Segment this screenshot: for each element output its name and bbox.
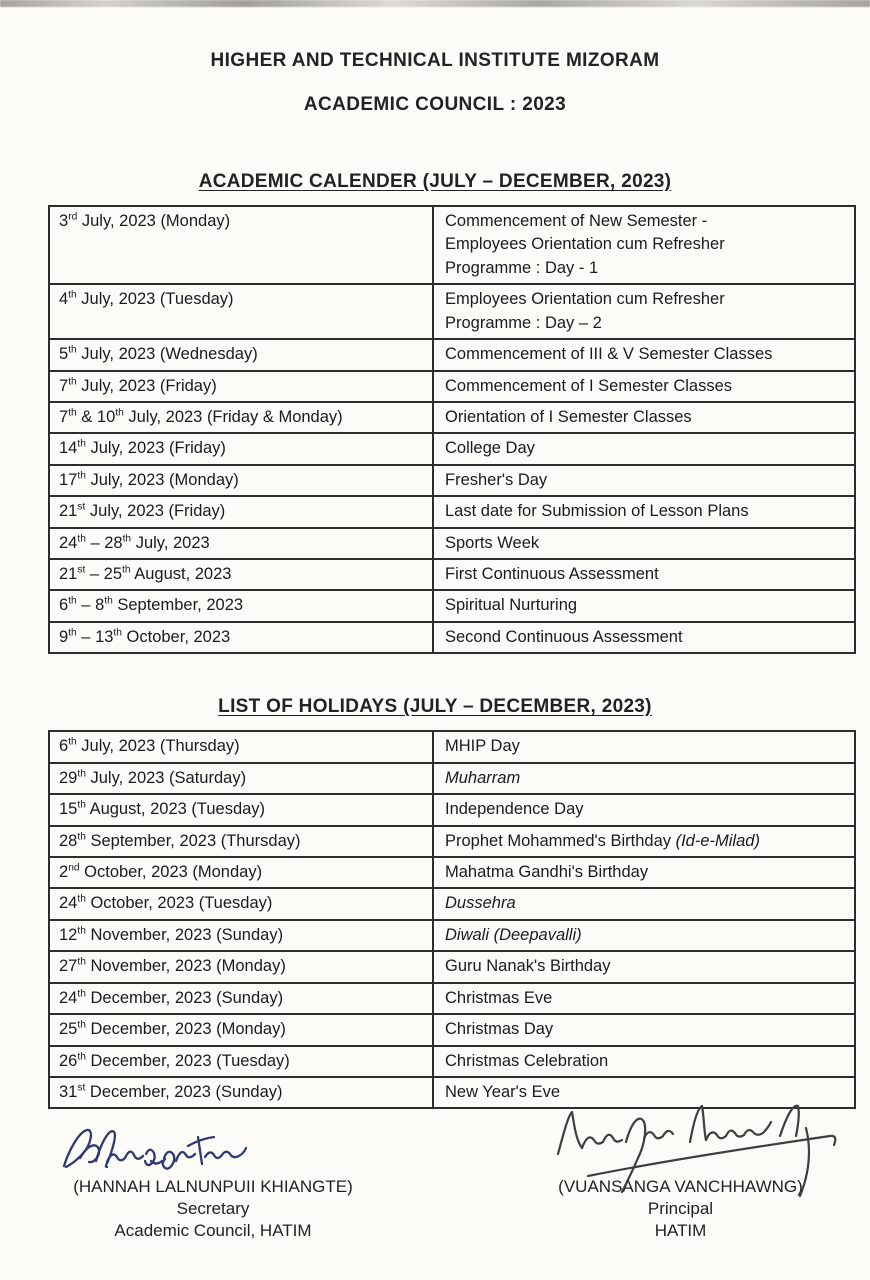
council-subtitle: ACADEMIC COUNCIL : 2023	[303, 94, 567, 115]
event-cell: Mahatma Gandhi's Birthday	[433, 857, 855, 888]
table-row	[49, 402, 855, 433]
event-cell: Commencement of I Semester Classes	[433, 371, 855, 402]
date-cell: 24th October, 2023 (Tuesday)	[49, 888, 433, 919]
event-cell: Christmas Celebration	[433, 1046, 855, 1077]
date-cell: 5th July, 2023 (Wednesday)	[49, 339, 433, 370]
date-cell: 31st December, 2023 (Sunday)	[49, 1077, 433, 1108]
date-cell: 21st – 25th August, 2023	[49, 559, 433, 590]
date-cell: 14th July, 2023 (Friday)	[49, 433, 433, 464]
table-row	[49, 433, 855, 464]
event-cell: Fresher's Day	[433, 465, 855, 496]
table-row	[49, 559, 855, 590]
table-row	[49, 951, 855, 982]
date-cell: 24th – 28th July, 2023	[49, 528, 433, 559]
table-row	[49, 920, 855, 951]
event-cell: Prophet Mohammed's Birthday (Id-e-Milad)	[433, 826, 855, 857]
date-cell: 24th December, 2023 (Sunday)	[49, 983, 433, 1014]
table-row	[49, 528, 855, 559]
principal-org: HATIM	[654, 1221, 707, 1240]
table-row	[49, 371, 855, 402]
table-row	[49, 731, 855, 762]
date-cell: 7th & 10th July, 2023 (Friday & Monday)	[49, 402, 433, 433]
table-row	[49, 826, 855, 857]
table-row	[49, 465, 855, 496]
holidays-table	[48, 730, 856, 1109]
event-cell: Employees Orientation cum Refresher Programme : Day – 2	[433, 284, 855, 339]
principal-name: (VUANSANGA VANCHHAWNG)	[558, 1177, 803, 1196]
date-cell: 6th July, 2023 (Thursday)	[49, 731, 433, 762]
event-cell: Christmas Day	[433, 1014, 855, 1045]
event-cell: First Continuous Assessment	[433, 559, 855, 590]
event-cell: Dussehra	[433, 888, 855, 919]
institute-title: HIGHER AND TECHNICAL INSTITUTE MIZORAM	[210, 50, 660, 71]
event-cell: MHIP Day	[433, 731, 855, 762]
event-cell: Spiritual Nurturing	[433, 590, 855, 621]
table-row	[49, 1046, 855, 1077]
date-cell: 3rd July, 2023 (Monday)	[49, 206, 433, 284]
table-row	[49, 763, 855, 794]
academic-calendar-body	[49, 206, 855, 653]
date-cell: 29th July, 2023 (Saturday)	[49, 763, 433, 794]
event-cell: College Day	[433, 433, 855, 464]
table-row	[49, 622, 855, 653]
date-cell: 15th August, 2023 (Tuesday)	[49, 794, 433, 825]
academic-calendar-table	[48, 205, 856, 654]
event-cell: Christmas Eve	[433, 983, 855, 1014]
event-cell: Sports Week	[433, 528, 855, 559]
date-cell: 7th July, 2023 (Friday)	[49, 371, 433, 402]
holidays-body	[49, 731, 855, 1108]
date-cell: 9th – 13th October, 2023	[49, 622, 433, 653]
date-cell: 28th September, 2023 (Thursday)	[49, 826, 433, 857]
date-cell: 2nd October, 2023 (Monday)	[49, 857, 433, 888]
table-row	[49, 496, 855, 527]
table-row	[49, 1014, 855, 1045]
scan-edge-artifact	[0, 0, 870, 7]
date-cell: 26th December, 2023 (Tuesday)	[49, 1046, 433, 1077]
date-cell: 4th July, 2023 (Tuesday)	[49, 284, 433, 339]
event-cell: Muharram	[433, 763, 855, 794]
event-cell: Orientation of I Semester Classes	[433, 402, 855, 433]
event-cell: Independence Day	[433, 794, 855, 825]
table-row	[49, 983, 855, 1014]
secretary-signature-block	[38, 1176, 388, 1242]
date-cell: 21st July, 2023 (Friday)	[49, 496, 433, 527]
principal-role: Principal	[647, 1199, 714, 1218]
table-row	[49, 1077, 855, 1108]
date-cell: 12th November, 2023 (Sunday)	[49, 920, 433, 951]
event-cell: Last date for Submission of Lesson Plans	[433, 496, 855, 527]
event-cell: Commencement of New Semester - Employees Orientation cum Refresher Programme : Day - 1	[433, 206, 855, 284]
event-cell: Diwali (Deepavalli)	[433, 920, 855, 951]
date-cell: 6th – 8th September, 2023	[49, 590, 433, 621]
table-row	[49, 339, 855, 370]
principal-signature-block	[518, 1176, 843, 1242]
secretary-signature-icon	[58, 1120, 268, 1180]
table-row	[49, 590, 855, 621]
date-cell: 25th December, 2023 (Monday)	[49, 1014, 433, 1045]
table-row	[49, 284, 855, 339]
table-row	[49, 206, 855, 284]
event-cell: Guru Nanak's Birthday	[433, 951, 855, 982]
event-cell: Commencement of III & V Semester Classes	[433, 339, 855, 370]
secretary-org: Academic Council, HATIM	[114, 1221, 312, 1240]
date-cell: 17th July, 2023 (Monday)	[49, 465, 433, 496]
event-cell: Second Continuous Assessment	[433, 622, 855, 653]
table-row	[49, 794, 855, 825]
academic-calendar-heading: ACADEMIC CALENDER (JULY – DECEMBER, 2023)	[198, 171, 672, 192]
event-cell: New Year's Eve	[433, 1077, 855, 1108]
secretary-role: Secretary	[176, 1199, 250, 1218]
secretary-name: (HANNAH LALNUNPUII KHIANGTE)	[73, 1177, 353, 1196]
table-row	[49, 888, 855, 919]
holidays-heading: LIST OF HOLIDAYS (JULY – DECEMBER, 2023)	[218, 696, 652, 718]
date-cell: 27th November, 2023 (Monday)	[49, 951, 433, 982]
table-row	[49, 857, 855, 888]
